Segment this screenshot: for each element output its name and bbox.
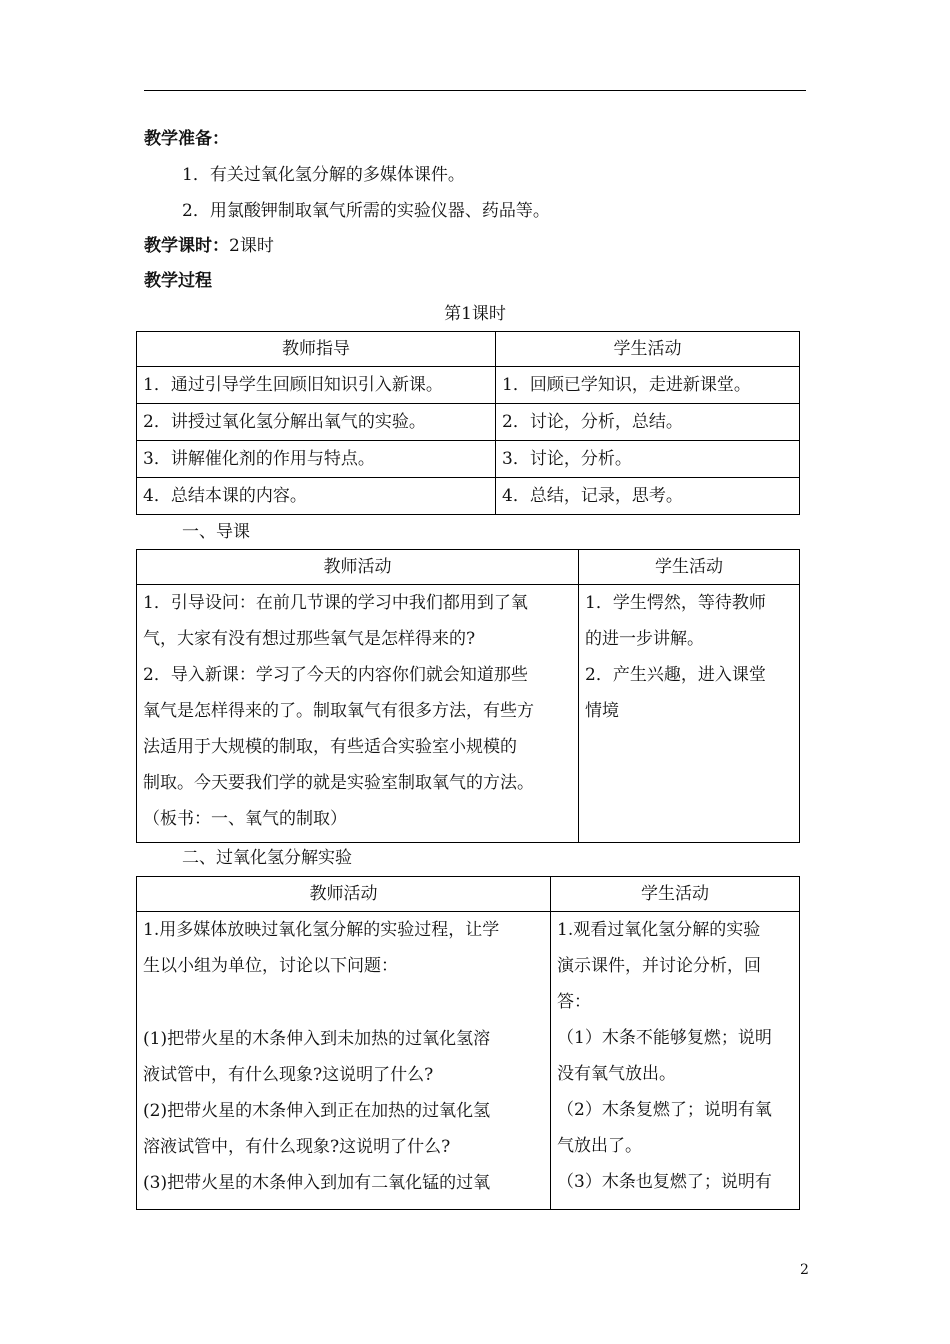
text-line: 1.用多媒体放映过氧化氢分解的实验过程，让学 bbox=[143, 920, 500, 940]
overview-table bbox=[136, 331, 800, 515]
header-teacher-guidance: 教师指导 bbox=[137, 332, 496, 367]
text-line: 生以小组为单位，讨论以下问题： bbox=[143, 956, 398, 976]
table-cell: 1．通过引导学生回顾旧知识引入新课。 bbox=[137, 367, 496, 404]
text-line: （1）木条不能够复燃；说明 bbox=[557, 1028, 772, 1048]
text-line: 情境 bbox=[585, 701, 619, 721]
prep-item-2: 2．用氯酸钾制取氧气所需的实验仪器、药品等。 bbox=[182, 201, 550, 221]
table-cell: 3．讨论，分析。 bbox=[496, 441, 800, 478]
table-row bbox=[137, 367, 800, 404]
table-cell: 3．讲解催化剂的作用与特点。 bbox=[137, 441, 496, 478]
table-cell: 2．讨论，分析，总结。 bbox=[496, 404, 800, 441]
text-line: 答： bbox=[557, 992, 591, 1012]
section1-title: 一、导课 bbox=[182, 522, 250, 542]
blank-line bbox=[143, 984, 544, 1021]
text-line: 1.观看过氧化氢分解的实验 bbox=[557, 920, 761, 940]
text-line: （2）木条复燃了；说明有氧 bbox=[557, 1100, 772, 1120]
text-line: （3）木条也复燃了；说明有 bbox=[557, 1172, 772, 1192]
table-header-row bbox=[137, 550, 800, 585]
student-activity-cell bbox=[579, 585, 800, 843]
process-heading: 教学过程 bbox=[144, 271, 212, 291]
intro-table bbox=[136, 549, 800, 843]
text-line: 1．引导设问：在前几节课的学习中我们都用到了氧 bbox=[143, 593, 528, 613]
table-row bbox=[137, 441, 800, 478]
prep-heading: 教学准备： bbox=[144, 129, 229, 149]
table-header-row bbox=[137, 877, 800, 912]
table-row bbox=[137, 912, 800, 1210]
prep-item-1: 1．有关过氧化氢分解的多媒体课件。 bbox=[182, 165, 465, 185]
table-row bbox=[137, 478, 800, 515]
table-header-row bbox=[137, 332, 800, 367]
teacher-activity-cell bbox=[137, 585, 579, 843]
text-line: 气，大家有没有想过那些氧气是怎样得来的? bbox=[143, 629, 476, 649]
text-line: 2．产生兴趣，进入课堂 bbox=[585, 665, 766, 685]
table-cell: 2．讲授过氧化氢分解出氧气的实验。 bbox=[137, 404, 496, 441]
text-line: 气放出了。 bbox=[557, 1136, 642, 1156]
header-teacher-activity: 教师活动 bbox=[137, 877, 551, 912]
table-row bbox=[137, 404, 800, 441]
text-line: 溶液试管中，有什么现象?这说明了什么? bbox=[143, 1136, 451, 1157]
page-number: 2 bbox=[800, 1262, 809, 1278]
text-line: 没有氧气放出。 bbox=[557, 1064, 676, 1084]
text-line: 2．导入新课：学习了今天的内容你们就会知道那些 bbox=[143, 665, 528, 685]
text-line: 1．学生愕然，等待教师 bbox=[585, 593, 766, 613]
hours-value: 2课时 bbox=[229, 236, 274, 256]
header-student-activity: 学生活动 bbox=[551, 877, 800, 912]
table-cell: 4．总结本课的内容。 bbox=[137, 478, 496, 515]
experiment-table bbox=[136, 876, 800, 1210]
text-line: 液试管中，有什么现象?这说明了什么? bbox=[143, 1064, 434, 1085]
header-teacher-activity: 教师活动 bbox=[137, 550, 579, 585]
text-line: (3)把带火星的木条伸入到加有二氧化锰的过氧 bbox=[143, 1172, 491, 1193]
section2-title: 二、过氧化氢分解实验 bbox=[182, 848, 352, 868]
hours-label: 教学课时： bbox=[144, 236, 229, 256]
student-activity-cell bbox=[551, 912, 800, 1210]
table-cell: 1．回顾已学知识，走进新课堂。 bbox=[496, 367, 800, 404]
lesson-title: 第1课时 bbox=[444, 304, 506, 324]
text-line: (2)把带火星的木条伸入到正在加热的过氧化氢 bbox=[143, 1100, 491, 1121]
text-line: （板书：一、氧气的制取） bbox=[143, 809, 347, 829]
text-line: 演示课件，并讨论分析，回 bbox=[557, 956, 761, 976]
text-line: 的进一步讲解。 bbox=[585, 629, 704, 649]
header-rule bbox=[144, 90, 806, 91]
hours-line bbox=[144, 231, 274, 256]
table-cell: 4．总结，记录，思考。 bbox=[496, 478, 800, 515]
header-student-activity: 学生活动 bbox=[496, 332, 800, 367]
text-line: 法适用于大规模的制取，有些适合实验室小规模的 bbox=[143, 737, 517, 757]
teacher-activity-cell bbox=[137, 912, 551, 1210]
text-line: 制取。今天要我们学的就是实验室制取氧气的方法。 bbox=[143, 773, 534, 793]
text-line: (1)把带火星的木条伸入到未加热的过氧化氢溶 bbox=[143, 1028, 491, 1049]
header-student-activity: 学生活动 bbox=[579, 550, 800, 585]
text-line: 氧气是怎样得来的了。制取氧气有很多方法，有些方 bbox=[143, 701, 534, 721]
table-row bbox=[137, 585, 800, 843]
